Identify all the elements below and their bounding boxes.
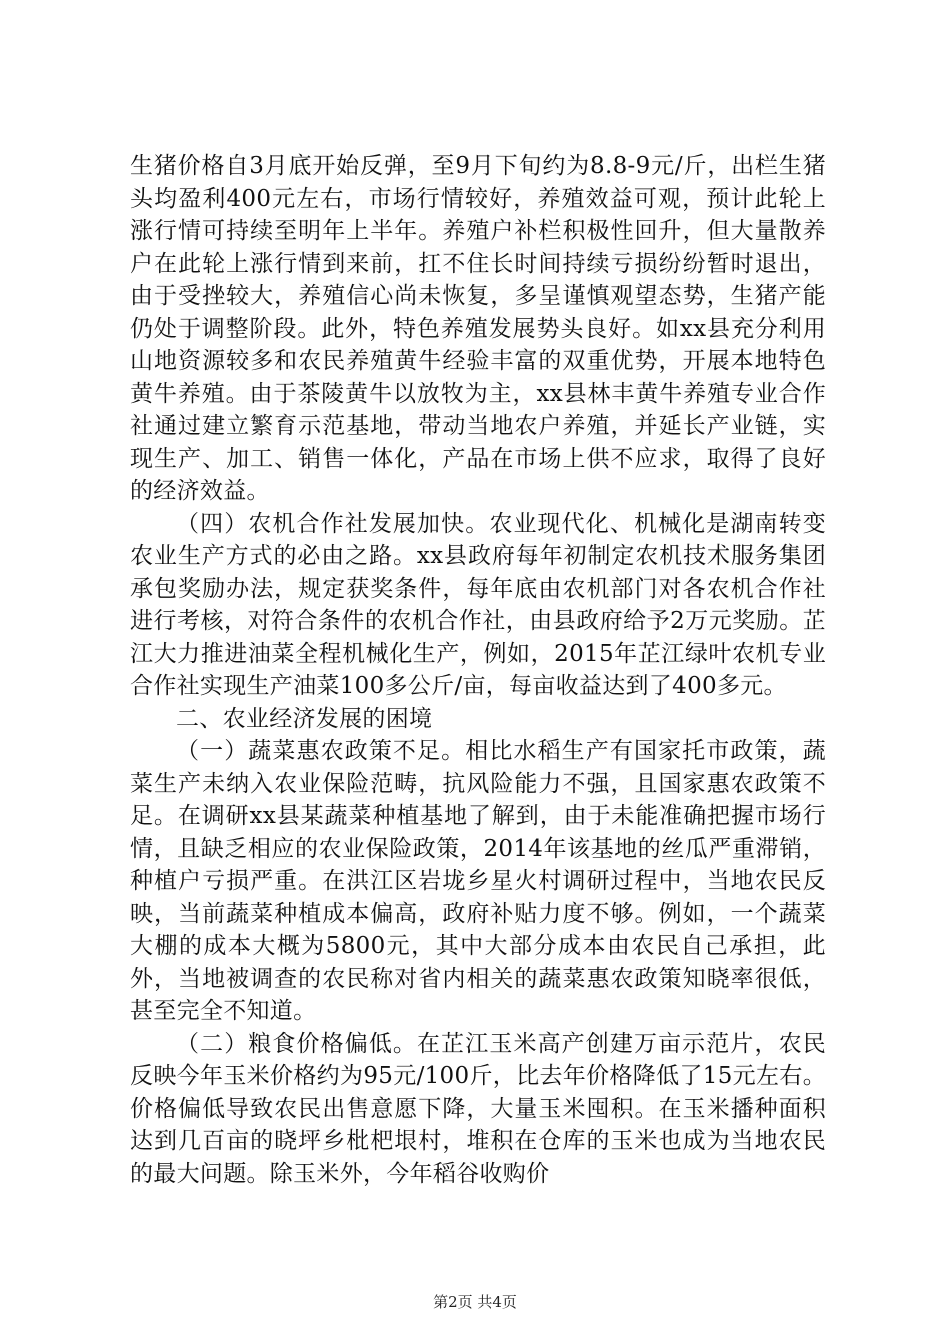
document-body bbox=[130, 150, 826, 1190]
section-heading-difficulties: 二、农业经济发展的困境 bbox=[176, 705, 433, 732]
paragraph-vegetable-policy: （一）蔬菜惠农政策不足。相比水稻生产有国家托市政策，蔬菜生产未纳入农业保险范畴，抗风险能力不强，且国家惠农政策不足。在调研xx县某蔬菜种植基地了解到，由于未能准确把握市场行情，且缺乏相应的农业保险政策，2014年该基地的丝瓜严重滞销，种植户亏损严重。在洪江区岩垅乡星火村调研过程中，当地农民反映，当前蔬菜种植成本偏高，政府补贴力度不够。例如，一个蔬菜大棚的成本大概为5800元，其中大部分成本由农民自己承担，此外，当地被调查的农民称对省内相关的蔬菜惠农政策知晓率很低，甚至完全不知道。 bbox=[130, 738, 826, 1024]
paragraph-grain-prices: （二）粮食价格偏低。在芷江玉米高产创建万亩示范片，农民反映今年玉米价格约为95元/100斤，比去年价格降低了15元左右。价格偏低导致农民出售意愿下降，大量玉米囤积。在玉米播种面积达到几百亩的晓坪乡枇杷垠村，堆积在仓库的玉米也成为当地农民的最大问题。除玉米外，今年稻谷收购价 bbox=[130, 1030, 826, 1187]
paragraph-pig-prices: 生猪价格自3月底开始反弹，至9月下旬约为8.8-9元/斤，出栏生猪头均盈利400元左右，市场行情较好，养殖效益可观，预计此轮上涨行情可持续至明年上半年。养殖户补栏积极性回升，但大量散养户在此轮上涨行情到来前，扛不住长时间持续亏损纷纷暂时退出，由于受挫较大，养殖信心尚未恢复，多呈谨慎观望态势，生猪产能仍处于调整阶段。此外，特色养殖发展势头良好。如xx县充分利用山地资源较多和农民养殖黄牛经验丰富的双重优势，开展本地特色黄牛养殖。由于茶陵黄牛以放牧为主，xx县林丰黄牛养殖专业合作社通过建立繁育示范基地，带动当地农户养殖，并延长产业链，实现生产、加工、销售一体化，产品在市场上供不应求，取得了良好的经济效益。 bbox=[130, 153, 826, 504]
page-footer: 第2页 共4页 bbox=[433, 1293, 517, 1311]
paragraph-farm-machinery: （四）农机合作社发展加快。农业现代化、机械化是湖南转变农业生产方式的必由之路。xx县政府每年初制定农机技术服务集团承包奖励办法，规定获奖条件，每年底由农机部门对各农机合作社进行考核，对符合条件的农机合作社，由县政府给予2万元奖励。芷江大力推进油菜全程机械化生产，例如，2015年芷江绿叶农机专业合作社实现生产油菜100多公斤/亩，每亩收益达到了400多元。 bbox=[130, 510, 826, 699]
